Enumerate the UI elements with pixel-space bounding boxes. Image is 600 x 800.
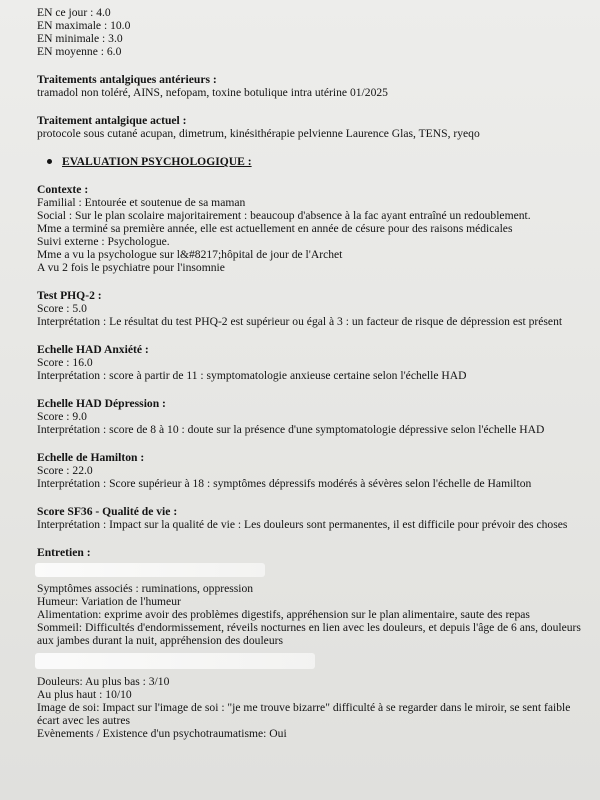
- phq2-interpretation: Interprétation : Le résultat du test PHQ-2 est supérieur ou égal à 3 : un facteur de risque de dépression est présent: [37, 315, 563, 328]
- had-depression-score: Score : 9.0: [37, 410, 87, 423]
- interview-pain-low: Douleurs: Au plus bas : 3/10: [37, 675, 170, 688]
- en-today: EN ce jour : 4.0: [37, 6, 111, 19]
- context-psychiatrist: A vu 2 fois le psychiatre pour l'insomnie: [37, 261, 225, 274]
- en-max: EN maximale : 10.0: [37, 19, 131, 32]
- psych-section-title: EVALUATION PSYCHOLOGIQUE :: [62, 155, 252, 168]
- interview-sleep: Sommeil: Difficultés d'endormissement, réveils nocturnes en lien avec les douleurs, et depuis l'âge de 6 ans, douleurs aux jambes durant la nuit, appréhension des douleurs: [37, 621, 581, 647]
- context-familial: Familial : Entourée et soutenue de sa maman: [37, 196, 246, 209]
- interview-mood: Humeur: Variation de l'humeur: [37, 595, 181, 608]
- had-anxiety-title: Echelle HAD Anxiété :: [37, 343, 149, 356]
- had-anxiety-score: Score : 16.0: [37, 356, 93, 369]
- en-avg: EN moyenne : 6.0: [37, 45, 122, 58]
- interview-title: Entretien :: [37, 546, 91, 559]
- phq2-score: Score : 5.0: [37, 302, 87, 315]
- hamilton-interpretation: Interprétation : Score supérieur à 18 : symptômes dépressifs modérés à sévères selon l'échelle de Hamilton: [37, 477, 532, 490]
- hamilton-title: Echelle de Hamilton :: [37, 451, 145, 464]
- current-treatment-text: protocole sous cutané acupan, dimetrum, kinésithérapie pelvienne Laurence Glas, TENS, ryeqo: [37, 127, 480, 140]
- interview-self-image: Image de soi: Impact sur l'image de soi : "je me trouve bizarre" difficulté à se regarder dans le miroir, se sent faible: [37, 701, 571, 714]
- current-treatment-title: Traitement antalgique actuel :: [37, 114, 187, 127]
- redacted-block: [35, 653, 315, 669]
- context-follow: Suivi externe : Psychologue.: [37, 235, 170, 248]
- phq2-title: Test PHQ-2 :: [37, 289, 102, 302]
- sf36-interpretation: Interprétation : Impact sur la qualité de vie : Les douleurs sont permanentes, il est difficile pour prévoir des choses: [37, 518, 568, 531]
- interview-gap: écart avec les autres: [37, 714, 131, 727]
- prev-treatments-title: Traitements antalgiques antérieurs :: [37, 73, 217, 86]
- context-hospital: Mme a vu la psychologue sur l&#8217;hôpital de jour de l'Archet: [37, 248, 343, 261]
- had-depression-interpretation: Interprétation : score de 8 à 10 : doute sur la présence d'une symptomatologie dépressive selon l'échelle HAD: [37, 423, 545, 436]
- en-min: EN minimale : 3.0: [37, 32, 123, 45]
- had-anxiety-interpretation: Interprétation : score à partir de 11 : symptomatologie anxieuse certaine selon l'échelle HAD: [37, 369, 467, 382]
- interview-pain-high: Au plus haut : 10/10: [37, 688, 132, 701]
- hamilton-score: Score : 22.0: [37, 464, 93, 477]
- redacted-block: [35, 563, 265, 577]
- interview-food: Alimentation: exprime avoir des problèmes digestifs, appréhension sur le plan alimentaire, saute des repas: [37, 608, 530, 621]
- psych-section-header: [47, 155, 586, 168]
- had-depression-title: Echelle HAD Dépression :: [37, 397, 166, 410]
- context-year: Mme a terminé sa première année, elle est actuellement en année de césure pour des raisons médicales: [37, 222, 513, 235]
- bullet-icon: [47, 159, 52, 164]
- interview-events: Evènements / Existence d'un psychotraumatisme: Oui: [37, 727, 287, 740]
- interview-symptoms: Symptômes associés : ruminations, oppression: [37, 582, 254, 595]
- sf36-title: Score SF36 - Qualité de vie :: [37, 505, 178, 518]
- prev-treatments-text: tramadol non toléré, AINS, nefopam, toxine botulique intra utérine 01/2025: [37, 86, 388, 99]
- context-social: Social : Sur le plan scolaire majoritairement : beaucoup d'absence à la fac ayant entraîné un redoublement.: [37, 209, 531, 222]
- context-title: Contexte :: [37, 183, 89, 196]
